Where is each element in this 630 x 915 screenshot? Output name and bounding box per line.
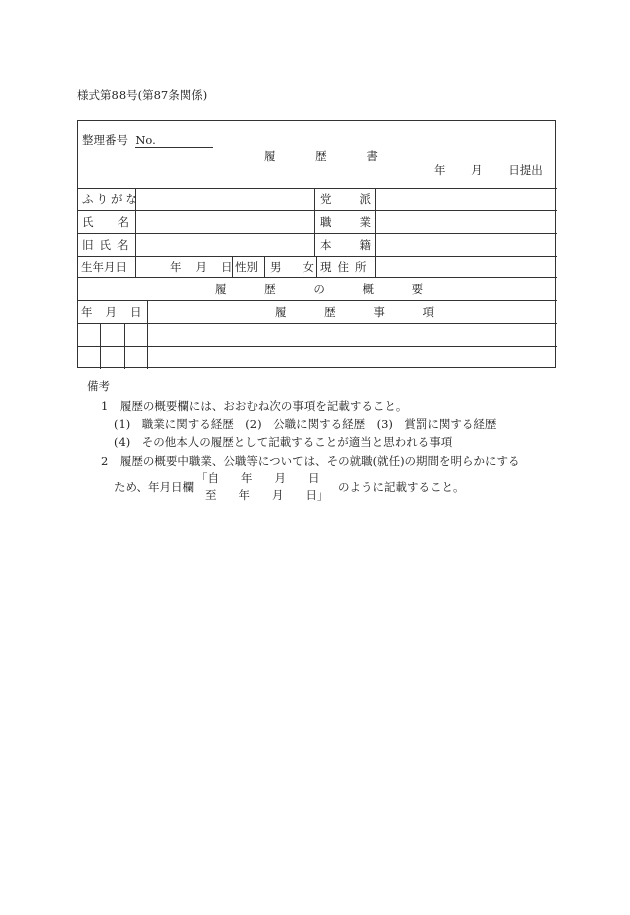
birth-date-field: 年 月 日 <box>170 260 233 274</box>
col-divider <box>314 188 315 256</box>
history-items-header: 履 歴 事 項 <box>275 305 434 319</box>
sex-options: 男 女 <box>270 260 314 274</box>
address-label: 現 住 所 <box>320 260 367 274</box>
col-divider <box>135 256 136 277</box>
birth-date-label: 生年月日 <box>81 260 127 274</box>
old-name-label: 旧 氏 名 <box>82 238 129 252</box>
row-divider <box>78 233 557 234</box>
note-1-items-a: (1) 職業に関する経歴 (2) 公職に関する経歴 (3) 賞罰に関する経歴 <box>114 417 497 431</box>
furigana-label: ふりがな <box>82 192 140 206</box>
form-number: 様式第88号(第87条関係) <box>77 88 208 102</box>
note-2-to-line: 至 年 月 日」 <box>205 488 329 502</box>
submission-date: 年 月 日提出 <box>434 163 543 177</box>
note-2-prefix: ため、年月日欄 <box>114 480 195 494</box>
note-2-from-line: 「自 年 月 日 <box>196 471 320 485</box>
col-divider <box>375 188 376 277</box>
row-divider <box>78 256 557 257</box>
row-divider <box>78 300 557 301</box>
honseki-label: 本 籍 <box>320 238 371 252</box>
row-divider <box>78 346 557 347</box>
summary-header: 履 歴 の 概 要 <box>215 282 424 296</box>
row-divider <box>78 210 557 211</box>
history-date-header: 年 月 日 <box>81 305 142 319</box>
note-2-suffix: のように記載すること。 <box>338 480 465 494</box>
col-divider <box>147 300 148 369</box>
row-divider <box>78 188 557 189</box>
resume-form-table <box>77 120 556 368</box>
seiri-number-label: 整理番号 No. <box>82 133 213 148</box>
note-2: 2 履歴の概要中職業、公職等については、その就職(就任)の期間を明らかにする <box>101 454 520 468</box>
col-divider <box>316 256 317 277</box>
row-divider <box>78 277 557 278</box>
seiri-number-field: No. <box>135 133 213 148</box>
col-divider <box>100 323 101 369</box>
col-divider <box>124 323 125 369</box>
name-label: 氏 名 <box>82 215 129 229</box>
notes-title: 備考 <box>87 379 110 393</box>
col-divider <box>264 256 265 277</box>
sex-label: 性別 <box>235 260 258 274</box>
form-title: 履 歴 書 <box>264 149 378 163</box>
occupation-label: 職 業 <box>320 215 371 229</box>
row-divider <box>78 323 557 324</box>
note-1: 1 履歴の概要欄には、おおむね次の事項を記載すること。 <box>101 399 408 413</box>
note-1-items-b: (4) その他本人の履歴として記載することが適当と思われる事項 <box>114 435 453 449</box>
party-label: 党 派 <box>320 192 371 206</box>
